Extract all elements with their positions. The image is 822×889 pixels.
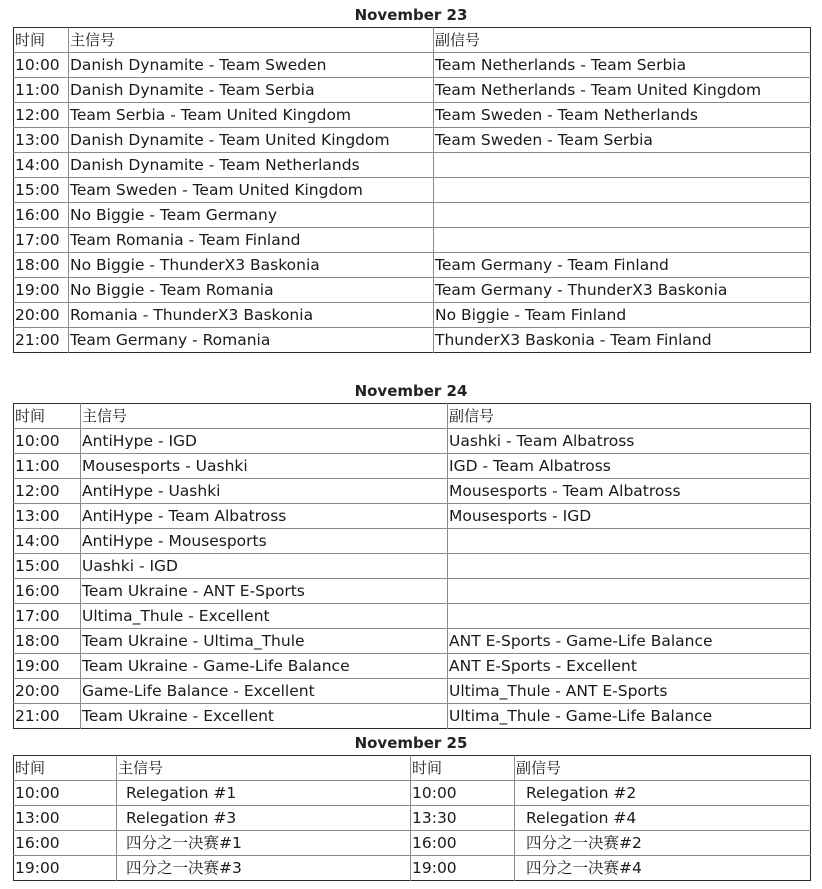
match-cell: 四分之一决赛#2: [515, 831, 811, 856]
time-cell: 16:00: [411, 831, 515, 856]
match-cell: Team Sweden - Team United Kingdom: [69, 178, 434, 203]
time-cell: 19:00: [14, 654, 81, 679]
match-cell: Team Germany - Team Finland: [434, 253, 811, 278]
table-row: [14, 53, 811, 78]
match-cell: AntiHype - Team Albatross: [81, 504, 448, 529]
column-header: 副信号: [434, 28, 811, 53]
time-cell: 15:00: [14, 554, 81, 579]
column-header: 主信号: [117, 756, 411, 781]
table-row: [14, 479, 811, 504]
table-row: [14, 153, 811, 178]
match-cell: Team Ukraine - Excellent: [81, 704, 448, 729]
match-cell: Team Sweden - Team Serbia: [434, 128, 811, 153]
time-cell: 19:00: [14, 278, 69, 303]
time-cell: 19:00: [411, 856, 515, 881]
match-cell: Relegation #4: [515, 806, 811, 831]
match-cell: Ultima_Thule - Game-Life Balance: [448, 704, 811, 729]
match-cell: Team Germany - ThunderX3 Baskonia: [434, 278, 811, 303]
time-cell: 13:00: [14, 128, 69, 153]
table-row: [14, 806, 811, 831]
match-cell: Uashki - Team Albatross: [448, 429, 811, 454]
time-cell: 13:30: [411, 806, 515, 831]
table-header-row: [14, 756, 811, 781]
schedule-table-day-2: [13, 403, 811, 729]
match-cell: Danish Dynamite - Team Sweden: [69, 53, 434, 78]
time-cell: 11:00: [14, 78, 69, 103]
table-row: [14, 228, 811, 253]
match-cell: [448, 529, 811, 554]
match-cell: [448, 604, 811, 629]
table-row: [14, 704, 811, 729]
day-title: November 24: [354, 382, 468, 400]
time-cell: 17:00: [14, 604, 81, 629]
table-row: [14, 128, 811, 153]
time-cell: 12:00: [14, 479, 81, 504]
table-row: [14, 604, 811, 629]
match-cell: Danish Dynamite - Team Serbia: [69, 78, 434, 103]
time-cell: 10:00: [14, 781, 117, 806]
schedule-day-2: [0, 381, 822, 401]
time-cell: 18:00: [14, 629, 81, 654]
match-cell: [434, 178, 811, 203]
time-cell: 10:00: [14, 429, 81, 454]
match-cell: Game-Life Balance - Excellent: [81, 679, 448, 704]
match-cell: Mousesports - Uashki: [81, 454, 448, 479]
match-cell: No Biggie - Team Finland: [434, 303, 811, 328]
table-header-row: [14, 404, 811, 429]
match-cell: No Biggie - ThunderX3 Baskonia: [69, 253, 434, 278]
table-row: [14, 103, 811, 128]
match-cell: Team Netherlands - Team Serbia: [434, 53, 811, 78]
time-cell: 16:00: [14, 831, 117, 856]
table-row: [14, 429, 811, 454]
match-cell: Team Sweden - Team Netherlands: [434, 103, 811, 128]
table-row: [14, 504, 811, 529]
day-title: November 23: [354, 6, 468, 24]
table-row: [14, 629, 811, 654]
table-header-row: [14, 28, 811, 53]
match-cell: Team Romania - Team Finland: [69, 228, 434, 253]
schedule-day-1: [0, 5, 822, 25]
match-cell: Ultima_Thule - ANT E-Sports: [448, 679, 811, 704]
table-row: [14, 303, 811, 328]
day-title: November 25: [354, 734, 468, 752]
time-cell: 21:00: [15, 331, 60, 349]
table-row: [14, 831, 811, 856]
table-row: [14, 554, 811, 579]
table-row: [14, 178, 811, 203]
match-cell: ANT E-Sports - Game-Life Balance: [448, 629, 811, 654]
match-cell: Relegation #3: [117, 806, 411, 831]
match-cell: Team Serbia - Team United Kingdom: [69, 103, 434, 128]
schedule-table-day-1: [13, 27, 811, 353]
column-header: 时间: [411, 756, 515, 781]
column-header: 时间: [14, 756, 117, 781]
match-cell: 四分之一决赛#1: [117, 831, 411, 856]
time-cell: 20:00: [14, 303, 69, 328]
time-cell: 20:00: [14, 679, 81, 704]
column-header: 时间: [14, 404, 81, 429]
time-cell: 14:00: [14, 529, 81, 554]
time-cell: 12:00: [14, 103, 69, 128]
column-header: 主信号: [81, 404, 448, 429]
time-cell: 18:00: [14, 253, 69, 278]
match-cell: Team Netherlands - Team United Kingdom: [434, 78, 811, 103]
time-cell: 13:00: [14, 504, 81, 529]
match-cell: AntiHype - IGD: [81, 429, 448, 454]
table-row: [14, 253, 811, 278]
column-header: 时间: [14, 28, 69, 53]
time-cell: 14:00: [14, 153, 69, 178]
match-cell: Uashki - IGD: [81, 554, 448, 579]
match-cell: ThunderX3 Baskonia - Team Finland: [434, 328, 811, 353]
match-cell: IGD - Team Albatross: [448, 454, 811, 479]
time-cell: 10:00: [411, 781, 515, 806]
match-cell: Romania - ThunderX3 Baskonia: [69, 303, 434, 328]
column-header: 副信号: [515, 756, 811, 781]
match-cell: Mousesports - IGD: [448, 504, 811, 529]
table-row: [14, 781, 811, 806]
table-row: [14, 856, 811, 881]
table-row: [14, 679, 811, 704]
match-cell: Ultima_Thule - Excellent: [81, 604, 448, 629]
match-cell: Team Ukraine - ANT E-Sports: [81, 579, 448, 604]
match-cell: [434, 228, 811, 253]
match-cell: AntiHype - Mousesports: [81, 529, 448, 554]
match-cell: No Biggie - Team Germany: [69, 203, 434, 228]
table-row: [14, 328, 811, 353]
time-cell: 11:00: [14, 454, 81, 479]
time-cell: 17:00: [14, 228, 69, 253]
match-cell: ANT E-Sports - Excellent: [448, 654, 811, 679]
match-cell: Team Germany - Romania: [69, 328, 434, 353]
table-row: [14, 654, 811, 679]
table-row: [14, 529, 811, 554]
column-header: 主信号: [69, 28, 434, 53]
match-cell: Relegation #1: [117, 781, 411, 806]
time-cell: 21:00: [15, 707, 60, 725]
match-cell: Danish Dynamite - Team United Kingdom: [69, 128, 434, 153]
schedule-day-3: [0, 733, 822, 753]
match-cell: Danish Dynamite - Team Netherlands: [69, 153, 434, 178]
time-cell: 19:00: [15, 859, 60, 877]
table-row: [14, 78, 811, 103]
time-cell: 13:00: [14, 806, 117, 831]
table-row: [14, 579, 811, 604]
match-cell: 四分之一决赛#4: [515, 856, 811, 881]
match-cell: 四分之一决赛#3: [117, 856, 411, 881]
match-cell: No Biggie - Team Romania: [69, 278, 434, 303]
match-cell: AntiHype - Uashki: [81, 479, 448, 504]
time-cell: 10:00: [14, 53, 69, 78]
match-cell: [434, 153, 811, 178]
table-row: [14, 454, 811, 479]
time-cell: 16:00: [14, 579, 81, 604]
time-cell: 16:00: [14, 203, 69, 228]
match-cell: [448, 579, 811, 604]
match-cell: Mousesports - Team Albatross: [448, 479, 811, 504]
table-row: [14, 203, 811, 228]
match-cell: Team Ukraine - Game-Life Balance: [81, 654, 448, 679]
match-cell: [434, 203, 811, 228]
column-header: 副信号: [448, 404, 811, 429]
schedule-table-day-3: [13, 755, 811, 881]
match-cell: Relegation #2: [515, 781, 811, 806]
match-cell: Team Ukraine - Ultima_Thule: [81, 629, 448, 654]
table-row: [14, 278, 811, 303]
time-cell: 15:00: [14, 178, 69, 203]
match-cell: [448, 554, 811, 579]
